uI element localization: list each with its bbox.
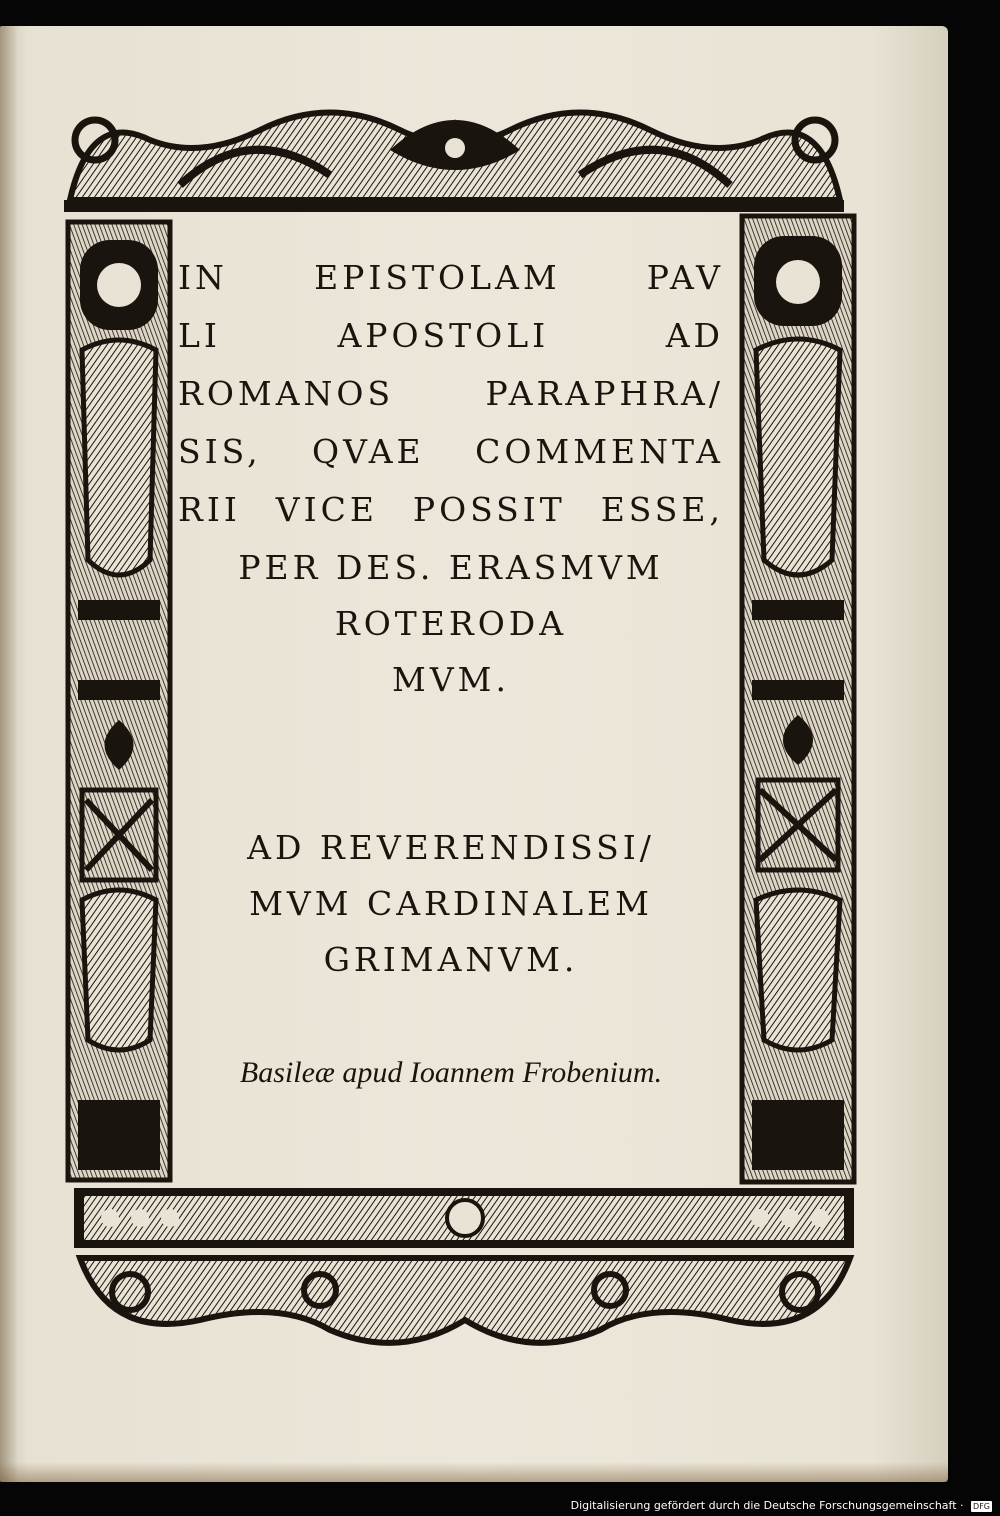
dedication-line: AD REVERENDISSI/: [247, 828, 655, 867]
dedication-line: MVM CARDINALEM: [249, 884, 653, 923]
title-line: ROMANOS PARAPHRA/: [178, 374, 724, 413]
title-line: SIS, QVAE COMMENTA: [178, 432, 724, 471]
title-line: IN EPISTOLAM PAV: [178, 258, 724, 297]
funding-notice: Digitalisierung gefördert durch die Deutsche Forschungsgemeinschaft: [570, 1499, 957, 1512]
digitization-footer: Digitalisierung gefördert durch die Deutsche Forschungsgemeinschaft · DFG: [570, 1499, 990, 1512]
title-line: ROTERODA: [334, 604, 568, 643]
left-column: [68, 222, 170, 1180]
bottom-ornament: [74, 1188, 854, 1343]
title-line: RII VICE POSSIT ESSE,: [178, 490, 724, 529]
right-column: [742, 216, 854, 1182]
title-line: LI APOSTOLI AD: [178, 316, 724, 355]
dfg-logo: DFG: [973, 1501, 990, 1511]
imprint: Basileæ apud Ioannem Frobenium.: [239, 1056, 663, 1089]
top-ornament: [64, 113, 844, 213]
title-line: MVM.: [392, 660, 510, 699]
dedication-line: GRIMANVM.: [323, 940, 579, 979]
title-line: PER DES. ERASMVM: [238, 548, 664, 587]
